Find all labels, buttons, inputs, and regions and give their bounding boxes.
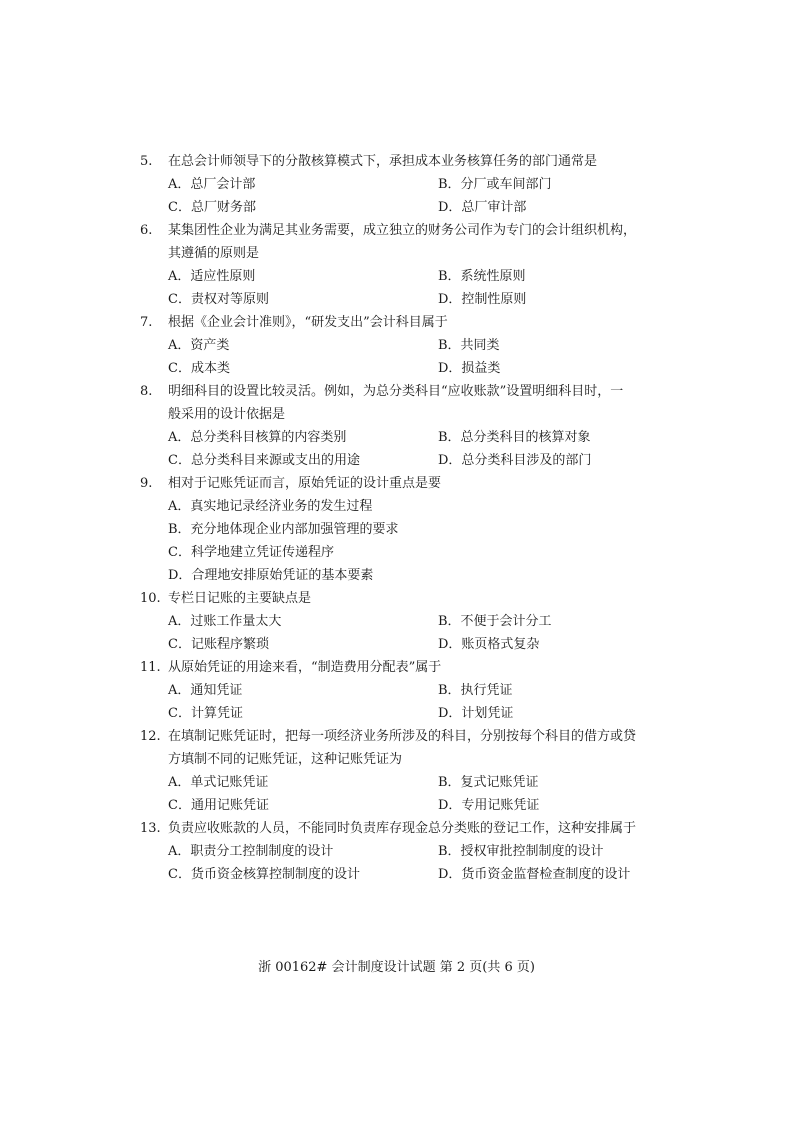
question-stem (140, 380, 660, 426)
option-list (140, 495, 660, 587)
question-text-line: 般采用的设计依据是 (168, 407, 286, 422)
question-stem (140, 472, 660, 495)
question-number: 11. (140, 660, 161, 675)
option-b: B．复式记账凭证 (438, 775, 539, 790)
option-b: B．分厂或车间部门 (438, 177, 552, 192)
option-d: D．总分类科目涉及的部门 (438, 453, 592, 468)
question-text-line: 其遵循的原则是 (168, 246, 260, 261)
option-d: D．合理地安排原始凭证的基本要素 (168, 568, 374, 583)
option-c: C．总分类科目来源或支出的用途 (168, 453, 360, 468)
option-grid (140, 771, 660, 817)
question-text (168, 150, 660, 173)
question-text-line: 专栏日记账的主要缺点是 (168, 591, 312, 606)
question-text (168, 219, 660, 265)
option-c: C．科学地建立凭证传递程序 (168, 545, 334, 560)
question-text (168, 817, 660, 840)
option-grid (140, 610, 660, 656)
question-number: 8. (140, 384, 153, 399)
option-b: B．系统性原则 (438, 269, 526, 284)
option-grid (140, 840, 660, 886)
option-a: A．资产类 (168, 338, 230, 353)
question-text-line: 某集团性企业为满足其业务需要，成立独立的财务公司作为专门的会计组织机构， (168, 223, 637, 238)
question-7 (140, 311, 660, 380)
option-grid (140, 679, 660, 725)
question-text-line: 根据《企业会计准则》，“研发支出”会计科目属于 (168, 315, 448, 330)
option-a: A．总厂会计部 (168, 177, 256, 192)
question-text-line: 负责应收账款的人员，不能同时负责库存现金总分类账的登记工作，这种安排属于 (168, 821, 637, 836)
question-text-line: 方填制不同的记账凭证，这种记账凭证为 (168, 752, 403, 767)
option-c: C．通用记账凭证 (168, 798, 269, 813)
option-b: B．共同类 (438, 338, 500, 353)
question-number: 5. (140, 154, 153, 169)
question-text (168, 587, 660, 610)
question-13 (140, 817, 660, 886)
question-text-line: 在填制记账凭证时，把每一项经济业务所涉及的科目，分别按每个科目的借方或贷 (168, 729, 637, 744)
option-grid (140, 426, 660, 472)
option-b: B．授权审批控制制度的设计 (438, 844, 604, 859)
option-b: B．执行凭证 (438, 683, 513, 698)
question-stem (140, 725, 660, 771)
question-stem (140, 219, 660, 265)
question-number: 6. (140, 223, 153, 238)
option-grid (140, 265, 660, 311)
question-number: 12. (140, 729, 161, 744)
option-b: B．充分地体现企业内部加强管理的要求 (168, 522, 399, 537)
option-a: A．职责分工控制制度的设计 (168, 844, 334, 859)
question-11 (140, 656, 660, 725)
question-stem (140, 311, 660, 334)
question-stem (140, 150, 660, 173)
option-d: D．货币资金监督检查制度的设计 (438, 867, 631, 882)
question-number: 9. (140, 476, 153, 491)
page-footer: 浙 00162# 会计制度设计试题 第 2 页(共 6 页) (258, 960, 535, 975)
question-stem (140, 587, 660, 610)
question-stem (140, 817, 660, 840)
question-6 (140, 219, 660, 311)
question-9 (140, 472, 660, 587)
option-c: C．货币资金核算控制制度的设计 (168, 867, 360, 882)
option-d: D．总厂审计部 (438, 200, 527, 215)
question-text (168, 656, 660, 679)
option-d: D．控制性原则 (438, 292, 527, 307)
option-c: C．计算凭证 (168, 706, 243, 721)
question-text (168, 311, 660, 334)
option-b: B．总分类科目的核算对象 (438, 430, 591, 445)
option-c: C．成本类 (168, 361, 230, 376)
option-d: D．计划凭证 (438, 706, 514, 721)
question-text-line: 相对于记账凭证而言，原始凭证的设计重点是要 (168, 476, 442, 491)
option-c: C．记账程序繁琐 (168, 637, 269, 652)
question-number: 13. (140, 821, 161, 836)
question-text-line: 在总会计师领导下的分散核算模式下，承担成本业务核算任务的部门通常是 (168, 154, 598, 169)
question-text (168, 725, 660, 771)
option-c: C．总厂财务部 (168, 200, 256, 215)
question-8 (140, 380, 660, 472)
option-a: A．适应性原则 (168, 269, 256, 284)
question-text-line: 从原始凭证的用途来看，“制造费用分配表”属于 (168, 660, 442, 675)
option-d: D．损益类 (438, 361, 501, 376)
option-grid (140, 334, 660, 380)
option-c: C．责权对等原则 (168, 292, 269, 307)
option-a: A．真实地记录经济业务的发生过程 (168, 499, 373, 514)
question-number: 7. (140, 315, 153, 330)
option-d: D．专用记账凭证 (438, 798, 540, 813)
option-d: D．账页格式复杂 (438, 637, 540, 652)
question-text (168, 472, 660, 495)
option-a: A．单式记账凭证 (168, 775, 269, 790)
question-list (140, 150, 660, 886)
option-grid (140, 173, 660, 219)
option-a: A．总分类科目核算的内容类别 (168, 430, 347, 445)
question-text (168, 380, 660, 426)
question-12 (140, 725, 660, 817)
question-10 (140, 587, 660, 656)
option-a: A．过账工作量太大 (168, 614, 282, 629)
option-b: B．不便于会计分工 (438, 614, 552, 629)
option-a: A．通知凭证 (168, 683, 243, 698)
question-stem (140, 656, 660, 679)
question-number: 10. (140, 591, 161, 606)
question-text-line: 明细科目的设置比较灵活。例如，为总分类科目“应收账款”设置明细科目时，一 (168, 384, 624, 399)
question-5 (140, 150, 660, 219)
